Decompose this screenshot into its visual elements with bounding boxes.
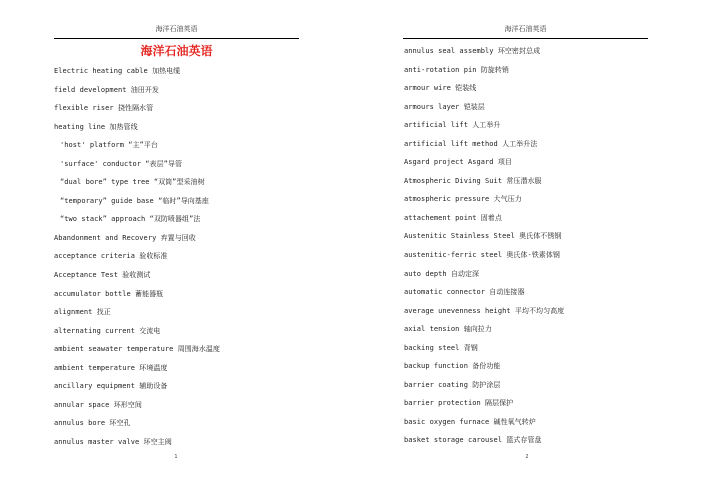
- glossary-entry: flexible riser 挠性隔水管: [54, 104, 154, 113]
- page-header: 海洋石油英语: [403, 24, 648, 39]
- glossary-entry: ancillary equipment 辅助设备: [54, 382, 168, 391]
- glossary-entry: barrier protection 隔层保护: [404, 399, 514, 408]
- glossary-entry: ambient temperature 环境温度: [54, 363, 168, 372]
- glossary-entry: automatic connector 自动连接器: [404, 288, 525, 297]
- glossary-list: [404, 46, 674, 454]
- glossary-entry: field development 油田开发: [54, 85, 159, 94]
- glossary-entry: backing steel 背钢: [404, 343, 478, 352]
- glossary-entry: Electric heating cable 加热电缆: [54, 67, 181, 75]
- glossary-entry: artificial lift 人工举升: [404, 121, 501, 130]
- page-number: 1: [174, 454, 178, 460]
- glossary-entry: annulus bore 环空孔: [54, 419, 131, 428]
- glossary-entry: armour wire 铠装线: [404, 84, 477, 93]
- glossary-entry: Atmospheric Diving Suit 常压潜水服: [404, 176, 542, 185]
- glossary-entry: auto depth 自动定深: [404, 269, 480, 278]
- glossary-entry: annular space 环形空间: [54, 400, 142, 409]
- glossary-entry: austenitic-ferric steel 奥氏体-铁素体钢: [404, 251, 560, 260]
- glossary-entry: alignment 找正: [54, 308, 111, 317]
- glossary-entry: Asgard project Asgard 项目: [404, 158, 512, 167]
- glossary-entry: Austenitic Stainless Steel 奥氏体不锈钢: [404, 232, 562, 241]
- glossary-entry: Acceptance Test 验收测试: [54, 271, 151, 280]
- glossary-entry: average unevenness height 平均不均匀高度: [404, 306, 565, 315]
- glossary-entry: atmospheric pressure 大气压力: [404, 195, 522, 204]
- glossary-entry: heating line 加热管线: [54, 122, 138, 131]
- glossary-entry: attachement point 固着点: [404, 213, 502, 222]
- glossary-entry: accumulator bottle 蓄能器瓶: [54, 289, 164, 298]
- glossary-entry: Abandonment and Recovery 弃置与回收: [54, 233, 196, 242]
- glossary-entry: “dual bore” type tree “双筒”型采油树: [60, 178, 205, 187]
- document-title: 海洋石油英语: [140, 44, 213, 58]
- glossary-entry: annulus seal assembly 环空密封总成: [404, 47, 541, 55]
- glossary-list: [54, 66, 324, 455]
- glossary-entry: backup function 备份功能: [404, 362, 501, 371]
- glossary-entry: 'host' platform “主”平台: [60, 141, 158, 150]
- glossary-entry: “two stack” approach “双防喷器组”法: [60, 215, 201, 224]
- glossary-entry: basket storage carousel 篮式存管盘: [404, 436, 542, 445]
- glossary-entry: armours layer 铠装层: [404, 102, 485, 111]
- glossary-entry: artificial lift method 人工举升法: [404, 139, 538, 148]
- glossary-entry: barrier coating 防护涂层: [404, 380, 501, 389]
- glossary-entry: 'surface' conductor “表层”导管: [60, 159, 183, 168]
- right-page: [351, 0, 702, 496]
- page-header: 海洋石油英语: [54, 24, 299, 39]
- glossary-entry: ambient seawater temperature 周围海水温度: [54, 345, 220, 354]
- glossary-entry: acceptance criteria 验收标准: [54, 252, 168, 261]
- glossary-entry: anti-rotation pin 防旋转销: [404, 65, 509, 74]
- glossary-entry: basic oxygen furnace 碱性氧气转炉: [404, 417, 536, 426]
- glossary-entry: alternating current 交流电: [54, 326, 161, 335]
- glossary-entry: “temporary” guide base “临时”导向基座: [60, 196, 209, 205]
- glossary-entry: annulus master valve 环空主阀: [54, 437, 172, 446]
- page-number: 2: [525, 454, 529, 460]
- glossary-entry: axial tension 轴向拉力: [404, 325, 492, 334]
